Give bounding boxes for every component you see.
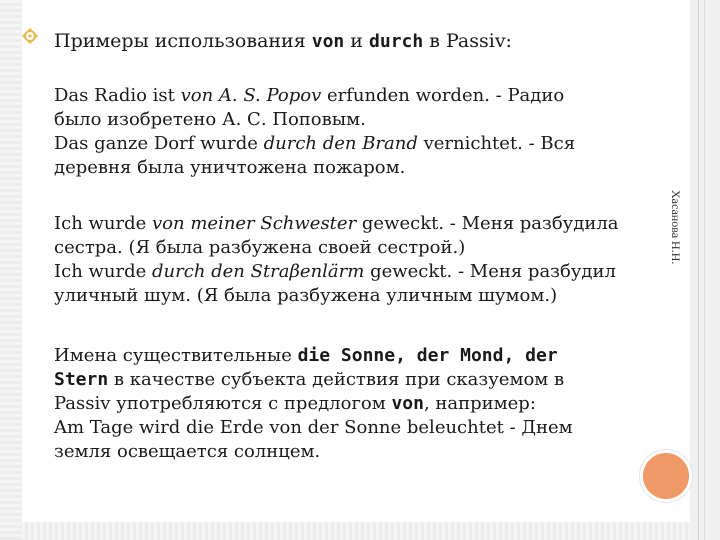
line: Das Radio ist von A. S. Popov erfunden worden. - Радио (54, 85, 565, 106)
bottom-frame (22, 522, 690, 540)
line: Ich wurde von meiner Schwester geweckt. - Меня разбудила (54, 213, 619, 234)
example-block-radio-dorf (54, 84, 575, 180)
slide-heading: Примеры использования von и durch в Passiv: (54, 30, 512, 52)
line: Имена существительные die Sonne, der Mond, der (54, 345, 558, 366)
decorative-orange-circle (640, 450, 692, 502)
line: Am Tage wird die Erde von der Sonne beleuchtet - Днем (54, 417, 573, 438)
line: сестра. (Я была разбужена своей сестрой.) (54, 237, 466, 258)
line: Ich wurde durch den Straβenlärm geweckt. - Меня разбудил (54, 261, 616, 282)
line: Passiv употребляются с предлогом von, например: (54, 393, 536, 414)
line: уличный шум. (Я была разбужена уличным шумом.) (54, 285, 558, 306)
line: земля освещается солнцем. (54, 441, 321, 462)
rule-block-sonne-mond (54, 344, 573, 464)
author-side-label: Хасанова Н.Н. (669, 190, 683, 265)
example-block-geweckt (54, 212, 619, 308)
line: Das ganze Dorf wurde durch den Brand vernichtet. - Вся (54, 133, 576, 154)
right-frame (690, 0, 720, 540)
left-frame (0, 0, 22, 540)
line: было изобретено А. С. Поповым. (54, 109, 366, 130)
line: деревня была уничтожена пожаром. (54, 157, 406, 178)
line: Stern в качестве субъекта действия при сказуемом в (54, 369, 565, 390)
